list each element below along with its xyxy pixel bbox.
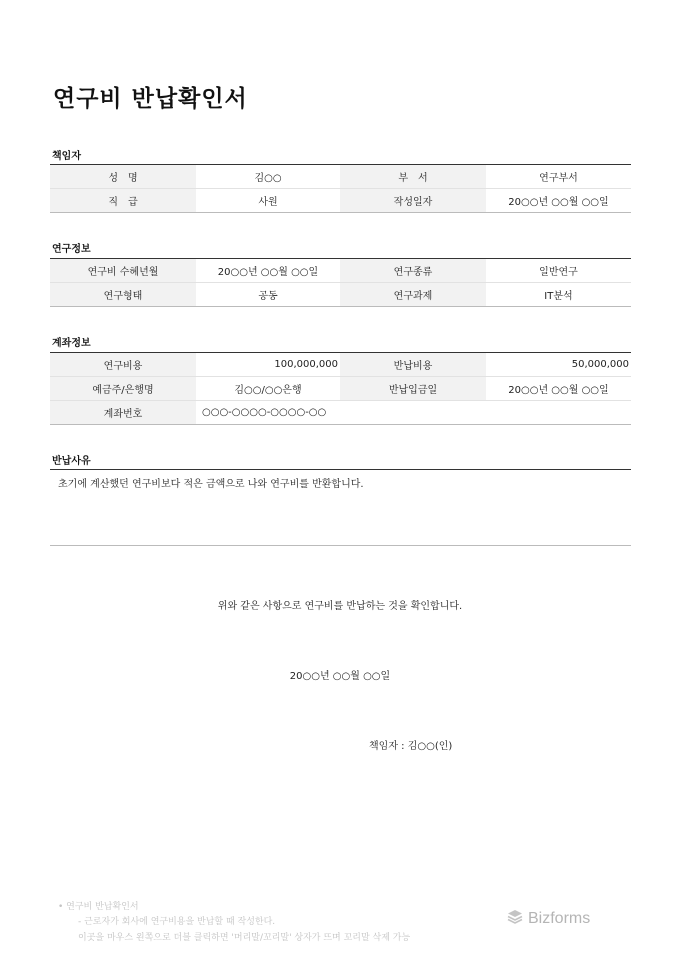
signer-line: 책임자 : 김○○(인)	[369, 741, 453, 752]
value-research-project: IT분석	[544, 291, 573, 302]
footer-title: • 연구비 반납확인서	[58, 902, 139, 912]
label-grant-date: 연구비 수혜년월	[50, 259, 196, 283]
value-research-type: 일반연구	[486, 259, 631, 283]
table-row	[50, 165, 631, 189]
label-research-project: 연구과제	[340, 283, 486, 307]
value-name: 김○○	[196, 165, 340, 189]
table-row	[50, 353, 631, 377]
section-label-research: 연구정보	[52, 244, 91, 255]
value-deposit-date: 20○○년 ○○월 ○○일	[486, 377, 631, 401]
value-position: 사원	[258, 197, 278, 208]
research-table	[50, 258, 631, 307]
value-account-holder: 김○○/○○은행	[196, 377, 340, 401]
label-department: 부 서	[340, 165, 486, 189]
label-account-holder: 예금주/은행명	[50, 377, 196, 401]
value-account-number: ○○○-○○○○-○○○○-○○	[202, 407, 327, 418]
signature-date: 20○○년 ○○월 ○○일	[289, 671, 391, 682]
label-research-cost: 연구비용	[50, 353, 196, 377]
table-row	[50, 401, 631, 425]
section-label-manager: 책임자	[52, 151, 81, 162]
section-label-account: 계좌정보	[52, 338, 91, 349]
table-row	[50, 189, 631, 213]
value-written-date: 20○○년 ○○월 ○○일	[508, 197, 609, 208]
label-deposit-date: 반납입금일	[340, 377, 486, 401]
section-label-reason: 반납사유	[52, 456, 91, 467]
label-name: 성 명	[50, 165, 196, 189]
label-research-form: 연구형태	[50, 283, 196, 307]
brand-name: Bizforms	[528, 910, 591, 927]
value-grant-date: 20○○년 ○○월 ○○일	[196, 259, 340, 283]
value-return-cost: 50,000,000	[486, 353, 631, 377]
value-department: 연구부서	[486, 165, 631, 189]
reason-box	[50, 469, 631, 546]
table-row	[50, 283, 631, 307]
footer-desc-1: - 근로자가 회사에 연구비용을 반납할 때 작성한다.	[78, 917, 276, 927]
account-table	[50, 352, 631, 425]
brand-logo	[506, 908, 590, 930]
label-return-cost: 반납비용	[340, 353, 486, 377]
layers-icon	[506, 908, 524, 930]
manager-table	[50, 164, 631, 213]
label-account-number: 계좌번호	[50, 401, 196, 425]
label-research-type: 연구종류	[340, 259, 486, 283]
table-row	[50, 259, 631, 283]
page-title: 연구비 반납확인서	[53, 86, 248, 112]
value-research-form: 공동	[258, 291, 278, 302]
label-written-date: 작성일자	[340, 189, 486, 213]
label-position: 직 급	[50, 189, 196, 213]
table-row	[50, 377, 631, 401]
footer-desc-2: 이곳을 마우스 왼쪽으로 더블 클릭하면 '머리말/꼬리말' 상자가 뜨며 꼬리말 삭제 가능	[78, 933, 411, 943]
value-research-cost: 100,000,000	[196, 353, 340, 377]
confirmation-statement: 위와 같은 사항으로 연구비를 반납하는 것을 확인합니다.	[217, 601, 463, 612]
reason-text: 초기에 계산했던 연구비보다 적은 금액으로 나와 연구비를 반환합니다.	[58, 479, 364, 490]
